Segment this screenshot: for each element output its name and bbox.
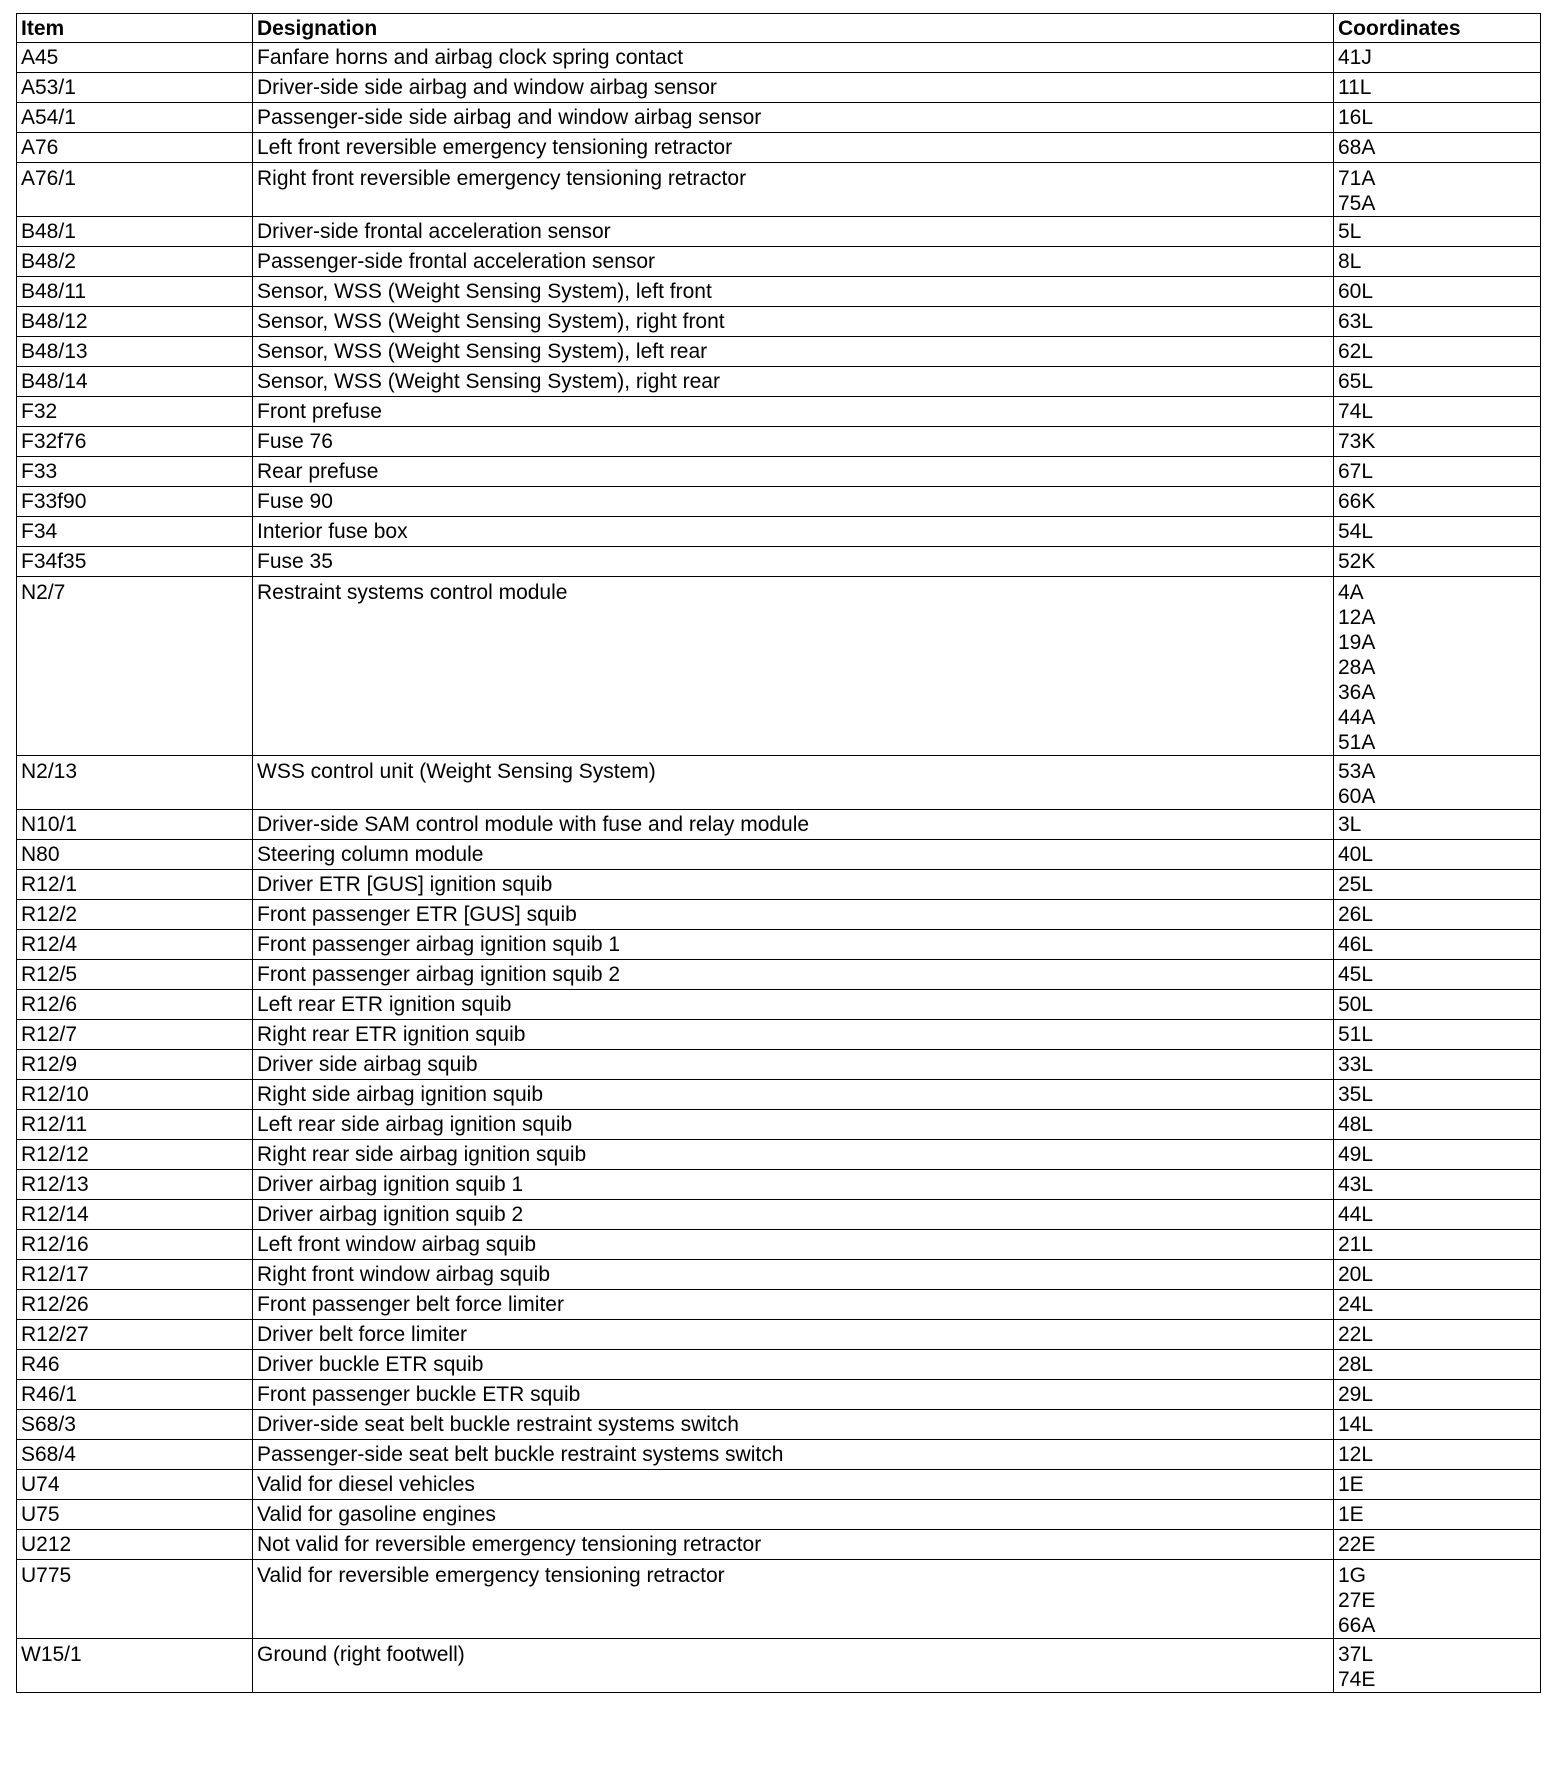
designation-cell: Sensor, WSS (Weight Sensing System), right rear <box>253 367 1334 397</box>
coordinates-cell <box>1334 1020 1541 1050</box>
designation-cell: Front passenger belt force limiter <box>253 1290 1334 1320</box>
coordinate-value: 20L <box>1338 1263 1374 1286</box>
coordinates-cell <box>1334 1500 1541 1530</box>
coordinates-cell <box>1334 1140 1541 1170</box>
designation-cell: Driver belt force limiter <box>253 1320 1334 1350</box>
item-cell: N2/13 <box>17 756 253 810</box>
coordinates-cell <box>1334 73 1541 103</box>
coordinates-cell <box>1334 427 1541 457</box>
coordinates-cell <box>1334 1200 1541 1230</box>
table-row <box>17 930 1541 960</box>
coordinates-cell <box>1334 163 1541 217</box>
item-cell: N2/7 <box>17 577 253 756</box>
coordinate-value: 68A <box>1338 136 1376 159</box>
coordinate-value: 60A <box>1338 785 1376 808</box>
designation-cell: Not valid for reversible emergency tensioning retractor <box>253 1530 1334 1560</box>
coordinate-value: 67L <box>1338 460 1374 483</box>
item-cell: R12/16 <box>17 1230 253 1260</box>
designation-cell: Left rear ETR ignition squib <box>253 990 1334 1020</box>
table-row <box>17 577 1541 756</box>
coordinates-cell <box>1334 1380 1541 1410</box>
table-row <box>17 1080 1541 1110</box>
item-cell: B48/14 <box>17 367 253 397</box>
coordinates-cell <box>1334 247 1541 277</box>
coordinates-cell <box>1334 457 1541 487</box>
component-legend-table <box>16 13 1541 1693</box>
coordinate-value: 66K <box>1338 490 1376 513</box>
designation-cell: Rear prefuse <box>253 457 1334 487</box>
coordinate-value: 27E <box>1338 1589 1376 1612</box>
coordinate-value: 52K <box>1338 550 1376 573</box>
designation-cell: Restraint systems control module <box>253 577 1334 756</box>
item-cell: B48/1 <box>17 217 253 247</box>
table-row <box>17 397 1541 427</box>
coordinates-cell <box>1334 577 1541 756</box>
table-row <box>17 870 1541 900</box>
table-body <box>17 43 1541 1693</box>
table-row <box>17 1320 1541 1350</box>
item-cell: R46/1 <box>17 1380 253 1410</box>
coordinates-cell <box>1334 1290 1541 1320</box>
item-cell: N80 <box>17 840 253 870</box>
designation-cell: Fuse 90 <box>253 487 1334 517</box>
item-cell: U212 <box>17 1530 253 1560</box>
header-designation: Designation <box>253 14 1334 43</box>
item-cell: F34 <box>17 517 253 547</box>
item-cell: B48/13 <box>17 337 253 367</box>
item-cell: A76/1 <box>17 163 253 217</box>
table-row <box>17 247 1541 277</box>
coordinate-value: 51A <box>1338 731 1376 754</box>
coordinate-value: 11L <box>1338 76 1372 99</box>
table-row <box>17 1639 1541 1693</box>
table-row <box>17 337 1541 367</box>
coordinate-value: 1E <box>1338 1503 1364 1526</box>
coordinate-value: 1G <box>1338 1564 1367 1587</box>
item-cell: W15/1 <box>17 1639 253 1693</box>
designation-cell: Driver-side frontal acceleration sensor <box>253 217 1334 247</box>
table-row <box>17 1290 1541 1320</box>
item-cell: R12/2 <box>17 900 253 930</box>
coordinates-cell <box>1334 1560 1541 1639</box>
item-cell: R12/17 <box>17 1260 253 1290</box>
item-cell: F33f90 <box>17 487 253 517</box>
table-row <box>17 103 1541 133</box>
coordinates-cell <box>1334 277 1541 307</box>
table-row <box>17 1140 1541 1170</box>
coordinate-value: 75A <box>1338 192 1376 215</box>
header-row <box>17 14 1541 43</box>
table-row <box>17 217 1541 247</box>
designation-cell: Front passenger ETR [GUS] squib <box>253 900 1334 930</box>
designation-cell: Driver-side seat belt buckle restraint systems switch <box>253 1410 1334 1440</box>
designation-cell: Left rear side airbag ignition squib <box>253 1110 1334 1140</box>
table-row <box>17 1560 1541 1639</box>
coordinates-cell <box>1334 43 1541 73</box>
designation-cell: Front passenger airbag ignition squib 1 <box>253 930 1334 960</box>
item-cell: S68/3 <box>17 1410 253 1440</box>
table-row <box>17 487 1541 517</box>
coordinate-value: 66A <box>1338 1614 1376 1637</box>
coordinates-cell <box>1334 1080 1541 1110</box>
coordinate-value: 73K <box>1338 430 1376 453</box>
item-cell: R46 <box>17 1350 253 1380</box>
designation-cell: Passenger-side frontal acceleration sensor <box>253 247 1334 277</box>
coordinates-cell <box>1334 337 1541 367</box>
coordinate-value: 12L <box>1338 1443 1374 1466</box>
header-item: Item <box>17 14 253 43</box>
item-cell: R12/1 <box>17 870 253 900</box>
designation-cell: Fanfare horns and airbag clock spring contact <box>253 43 1334 73</box>
coordinates-cell <box>1334 960 1541 990</box>
designation-cell: Driver airbag ignition squib 2 <box>253 1200 1334 1230</box>
table-row <box>17 307 1541 337</box>
coordinate-value: 62L <box>1338 340 1374 363</box>
designation-cell: Right side airbag ignition squib <box>253 1080 1334 1110</box>
coordinate-value: 65L <box>1338 370 1374 393</box>
coordinate-value: 74E <box>1338 1668 1376 1691</box>
designation-cell: Valid for diesel vehicles <box>253 1470 1334 1500</box>
table-row <box>17 133 1541 163</box>
designation-cell: Driver side airbag squib <box>253 1050 1334 1080</box>
designation-cell: Right rear side airbag ignition squib <box>253 1140 1334 1170</box>
designation-cell: Passenger-side seat belt buckle restraint systems switch <box>253 1440 1334 1470</box>
designation-cell: Sensor, WSS (Weight Sensing System), right front <box>253 307 1334 337</box>
coordinates-cell <box>1334 397 1541 427</box>
item-cell: A45 <box>17 43 253 73</box>
coordinates-cell <box>1334 1320 1541 1350</box>
table-row <box>17 1110 1541 1140</box>
table-row <box>17 43 1541 73</box>
item-cell: R12/9 <box>17 1050 253 1080</box>
designation-cell: Front passenger buckle ETR squib <box>253 1380 1334 1410</box>
coordinates-cell <box>1334 930 1541 960</box>
coordinate-value: 5L <box>1338 220 1362 243</box>
coordinate-value: 44L <box>1338 1203 1374 1226</box>
coordinate-value: 60L <box>1338 280 1374 303</box>
table-header <box>17 14 1541 43</box>
coordinate-value: 33L <box>1338 1053 1374 1076</box>
coordinate-value: 37L <box>1338 1643 1374 1666</box>
table-row <box>17 1020 1541 1050</box>
coordinate-value: 28L <box>1338 1353 1374 1376</box>
designation-cell: Steering column module <box>253 840 1334 870</box>
table-row <box>17 1170 1541 1200</box>
designation-cell: WSS control unit (Weight Sensing System) <box>253 756 1334 810</box>
designation-cell: Left front window airbag squib <box>253 1230 1334 1260</box>
coordinates-cell <box>1334 900 1541 930</box>
table-row <box>17 960 1541 990</box>
coordinates-cell <box>1334 1260 1541 1290</box>
coordinate-value: 51L <box>1338 1023 1374 1046</box>
item-cell: F32f76 <box>17 427 253 457</box>
item-cell: A76 <box>17 133 253 163</box>
coordinate-value: 45L <box>1338 963 1374 986</box>
item-cell: R12/14 <box>17 1200 253 1230</box>
table-row <box>17 517 1541 547</box>
table-row <box>17 73 1541 103</box>
coordinates-cell <box>1334 1170 1541 1200</box>
coordinate-value: 29L <box>1338 1383 1374 1406</box>
designation-cell: Valid for reversible emergency tensioning retractor <box>253 1560 1334 1639</box>
item-cell: N10/1 <box>17 810 253 840</box>
item-cell: B48/2 <box>17 247 253 277</box>
item-cell: R12/4 <box>17 930 253 960</box>
table-row <box>17 1200 1541 1230</box>
table-row <box>17 547 1541 577</box>
coordinates-cell <box>1334 517 1541 547</box>
item-cell: R12/27 <box>17 1320 253 1350</box>
coordinate-value: 16L <box>1338 106 1374 129</box>
coordinates-cell <box>1334 1050 1541 1080</box>
coordinate-value: 50L <box>1338 993 1374 1016</box>
table-row <box>17 367 1541 397</box>
designation-cell: Sensor, WSS (Weight Sensing System), left front <box>253 277 1334 307</box>
coordinate-value: 53A <box>1338 760 1376 783</box>
coordinate-value: 28A <box>1338 656 1376 679</box>
coordinates-cell <box>1334 1110 1541 1140</box>
coordinate-value: 4A <box>1338 581 1364 604</box>
coordinates-cell <box>1334 547 1541 577</box>
coordinate-value: 21L <box>1338 1233 1374 1256</box>
designation-cell: Front passenger airbag ignition squib 2 <box>253 960 1334 990</box>
designation-cell: Front prefuse <box>253 397 1334 427</box>
coordinate-value: 24L <box>1338 1293 1374 1316</box>
coordinate-value: 12A <box>1338 606 1376 629</box>
coordinates-cell <box>1334 307 1541 337</box>
coordinates-cell <box>1334 1470 1541 1500</box>
item-cell: B48/11 <box>17 277 253 307</box>
item-cell: R12/5 <box>17 960 253 990</box>
table-row <box>17 1500 1541 1530</box>
coordinates-cell <box>1334 367 1541 397</box>
header-coordinates: Coordinates <box>1334 14 1541 43</box>
coordinate-value: 22E <box>1338 1533 1376 1556</box>
designation-cell: Driver airbag ignition squib 1 <box>253 1170 1334 1200</box>
item-cell: F34f35 <box>17 547 253 577</box>
coordinate-value: 3L <box>1338 813 1362 836</box>
item-cell: U74 <box>17 1470 253 1500</box>
item-cell: A54/1 <box>17 103 253 133</box>
coordinate-value: 25L <box>1338 873 1374 896</box>
item-cell: F33 <box>17 457 253 487</box>
designation-cell: Driver-side SAM control module with fuse and relay module <box>253 810 1334 840</box>
table-row <box>17 1410 1541 1440</box>
table-row <box>17 810 1541 840</box>
table-row <box>17 427 1541 457</box>
designation-cell: Left front reversible emergency tensioning retractor <box>253 133 1334 163</box>
item-cell: U75 <box>17 1500 253 1530</box>
designation-cell: Right rear ETR ignition squib <box>253 1020 1334 1050</box>
designation-cell: Driver buckle ETR squib <box>253 1350 1334 1380</box>
coordinate-value: 26L <box>1338 903 1374 926</box>
coordinate-value: 40L <box>1338 843 1374 866</box>
coordinate-value: 49L <box>1338 1143 1374 1166</box>
table-row <box>17 756 1541 810</box>
coordinates-cell <box>1334 1410 1541 1440</box>
coordinate-value: 1E <box>1338 1473 1364 1496</box>
item-cell: F32 <box>17 397 253 427</box>
item-cell: A53/1 <box>17 73 253 103</box>
coordinate-value: 19A <box>1338 631 1376 654</box>
item-cell: R12/11 <box>17 1110 253 1140</box>
item-cell: R12/7 <box>17 1020 253 1050</box>
item-cell: R12/6 <box>17 990 253 1020</box>
table-row <box>17 163 1541 217</box>
coordinates-cell <box>1334 1230 1541 1260</box>
table-row <box>17 1230 1541 1260</box>
coordinates-cell <box>1334 810 1541 840</box>
designation-cell: Interior fuse box <box>253 517 1334 547</box>
coordinates-cell <box>1334 1350 1541 1380</box>
coordinates-cell <box>1334 1639 1541 1693</box>
designation-cell: Right front reversible emergency tensioning retractor <box>253 163 1334 217</box>
table-row <box>17 840 1541 870</box>
designation-cell: Driver-side side airbag and window airbag sensor <box>253 73 1334 103</box>
coordinates-cell <box>1334 1530 1541 1560</box>
item-cell: B48/12 <box>17 307 253 337</box>
table-row <box>17 1530 1541 1560</box>
coordinates-cell <box>1334 1440 1541 1470</box>
item-cell: R12/26 <box>17 1290 253 1320</box>
coordinate-value: 8L <box>1338 250 1362 273</box>
table-row <box>17 1440 1541 1470</box>
table-row <box>17 457 1541 487</box>
item-cell: R12/12 <box>17 1140 253 1170</box>
coordinates-cell <box>1334 103 1541 133</box>
coordinates-cell <box>1334 487 1541 517</box>
designation-cell: Sensor, WSS (Weight Sensing System), left rear <box>253 337 1334 367</box>
coordinate-value: 43L <box>1338 1173 1374 1196</box>
coordinates-cell <box>1334 133 1541 163</box>
table-row <box>17 900 1541 930</box>
coordinates-cell <box>1334 870 1541 900</box>
coordinate-value: 54L <box>1338 520 1374 543</box>
table-row <box>17 1380 1541 1410</box>
designation-cell: Fuse 35 <box>253 547 1334 577</box>
item-cell: R12/13 <box>17 1170 253 1200</box>
table-row <box>17 990 1541 1020</box>
table-row <box>17 1050 1541 1080</box>
table-row <box>17 1260 1541 1290</box>
designation-cell: Fuse 76 <box>253 427 1334 457</box>
designation-cell: Passenger-side side airbag and window airbag sensor <box>253 103 1334 133</box>
coordinate-value: 35L <box>1338 1083 1374 1106</box>
coordinate-value: 36A <box>1338 681 1376 704</box>
coordinate-value: 22L <box>1338 1323 1374 1346</box>
item-cell: U775 <box>17 1560 253 1639</box>
coordinate-value: 14L <box>1338 1413 1374 1436</box>
item-cell: S68/4 <box>17 1440 253 1470</box>
designation-cell: Driver ETR [GUS] ignition squib <box>253 870 1334 900</box>
coordinate-value: 63L <box>1338 310 1374 333</box>
item-cell: R12/10 <box>17 1080 253 1110</box>
coordinate-value: 71A <box>1338 167 1376 190</box>
coordinates-cell <box>1334 756 1541 810</box>
coordinate-value: 46L <box>1338 933 1374 956</box>
coordinates-cell <box>1334 217 1541 247</box>
designation-cell: Valid for gasoline engines <box>253 1500 1334 1530</box>
table-row <box>17 1350 1541 1380</box>
table-row <box>17 277 1541 307</box>
coordinate-value: 44A <box>1338 706 1376 729</box>
designation-cell: Ground (right footwell) <box>253 1639 1334 1693</box>
coordinate-value: 41J <box>1338 46 1372 69</box>
coordinates-cell <box>1334 840 1541 870</box>
table-row <box>17 1470 1541 1500</box>
coordinate-value: 74L <box>1338 400 1374 423</box>
coordinate-value: 48L <box>1338 1113 1374 1136</box>
coordinates-cell <box>1334 990 1541 1020</box>
designation-cell: Right front window airbag squib <box>253 1260 1334 1290</box>
